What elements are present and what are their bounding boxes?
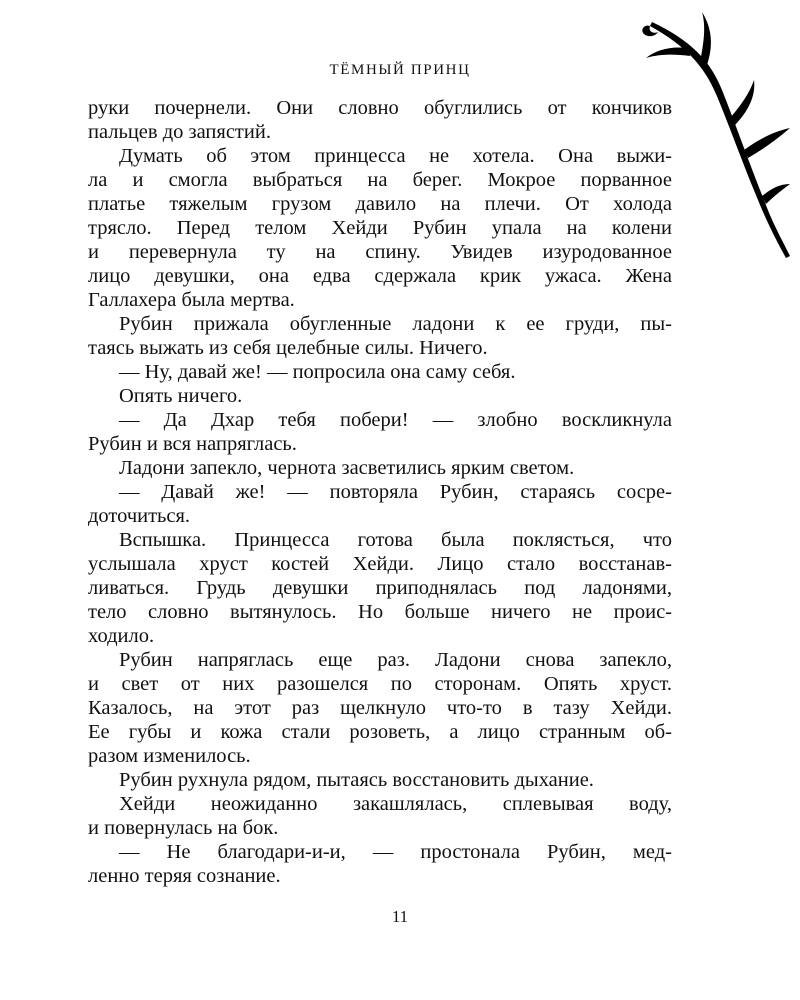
text-line: платье тяжелым грузом давило на плечи. От холода [88, 193, 672, 215]
text-line: Ее губы и кожа стали розоветь, а лицо странным об- [88, 721, 672, 743]
text-line: — Давай же! — повторяла Рубин, стараясь сосре- [119, 481, 672, 503]
text-line: Думать об этом принцесса не хотела. Она выжи- [119, 145, 672, 167]
text-line: разом изменилось. [88, 745, 251, 767]
text-line: лицо девушки, она едва сдержала крик ужаса. Жена [88, 265, 672, 287]
text-line: трясло. Перед телом Хейди Рубин упала на колени [88, 217, 672, 239]
text-line: Рубин и вся напряглась. [88, 433, 297, 455]
text-line: Вспышка. Принцесса готова была поклясться, что [119, 529, 672, 551]
text-line: — Не благодари-и-и, — простонала Рубин, мед- [119, 841, 672, 863]
text-line: ходило. [88, 625, 155, 647]
text-line: и повернулась на бок. [88, 817, 279, 839]
text-line: ла и смогла выбраться на берег. Мокрое порванное [88, 169, 672, 191]
text-line: ливаться. Грудь девушки приподнялась под ладонями, [88, 577, 672, 599]
text-line: Хейди неожиданно закашлялась, сплевывая воду, [119, 793, 672, 815]
text-line: услышала хруст костей Хейди. Лицо стало восстанав- [88, 553, 672, 575]
text-line: и перевернула ту на спину. Увидев изуродованное [88, 241, 672, 263]
text-line: руки почернели. Они словно обуглились от кончиков [88, 97, 672, 119]
text-line: пальцев до запястий. [88, 121, 271, 143]
text-line: таясь выжать из себя целебные силы. Ничего. [88, 337, 488, 359]
text-line: Рубин прижала обугленные ладони к ее груди, пы- [119, 313, 672, 335]
text-line: доточиться. [88, 505, 191, 527]
text-line: — Ну, давай же! — попросила она саму себя. [119, 361, 516, 383]
text-line: Рубин рухнула рядом, пытаясь восстановить дыхание. [119, 769, 594, 791]
body-text [88, 96, 672, 888]
text-line: Галлахера была мертва. [88, 289, 295, 311]
text-line: и свет от них разошелся по сторонам. Опять хруст. [88, 673, 672, 695]
text-line: Рубин напряглась еще раз. Ладони снова запекло, [119, 649, 672, 671]
text-line: Ладони запекло, чернота засветились ярким светом. [119, 457, 575, 479]
text-line: тело словно вытянулось. Но больше ничего не проис- [88, 601, 672, 623]
text-line: — Да Дхар тебя побери! — злобно воскликнула [119, 409, 672, 431]
page-number: 11 [391, 907, 409, 926]
text-line: Опять ничего. [119, 385, 243, 407]
running-title: ТЁМНЫЙ ПРИНЦ [329, 62, 471, 78]
text-line: Казалось, на этот раз щелкнуло что-то в тазу Хейди. [88, 697, 672, 719]
text-line: ленно теряя сознание. [88, 865, 281, 887]
